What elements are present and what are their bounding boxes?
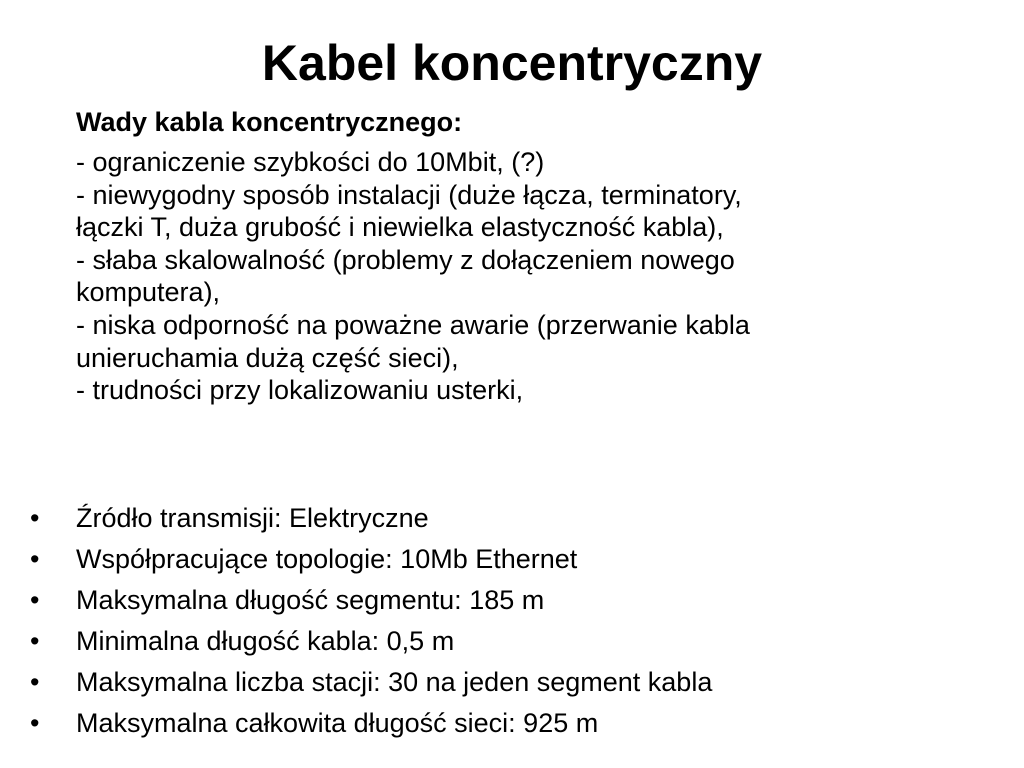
- list-item: [30, 539, 990, 580]
- fact-text: Maksymalna długość segmentu: 185 m: [76, 585, 545, 615]
- bullet-icon: •: [30, 503, 40, 533]
- drawback-line: - trudności przy lokalizowaniu usterki,: [76, 375, 524, 406]
- fact-text: Minimalna długość kabla: 0,5 m: [76, 626, 455, 656]
- bullet-icon: •: [30, 708, 40, 738]
- drawback-line: - ograniczenie szybkości do 10Mbit, (?): [76, 147, 545, 177]
- fact-text: Maksymalna liczba stacji: 30 na jeden segment kabla: [76, 667, 713, 697]
- drawback-line: unieruchamia dużą część sieci),: [76, 342, 459, 373]
- fact-text: Współpracujące topologie: 10Mb Ethernet: [76, 544, 578, 574]
- list-item: [30, 662, 990, 703]
- drawbacks-text: [76, 146, 976, 407]
- fact-text: Źródło transmisji: Elektryczne: [76, 503, 429, 533]
- list-item: [30, 498, 990, 539]
- slide-title: Kabel koncentryczny: [261, 35, 763, 91]
- facts-list: [30, 498, 990, 744]
- drawback-line: - niewygodny sposób instalacji (duże łącza, terminatory,: [76, 179, 742, 210]
- drawback-line: - niska odporność na poważne awarie (przerwanie kabla: [76, 309, 750, 340]
- bullet-icon: •: [30, 544, 40, 574]
- bullet-icon: •: [30, 667, 40, 697]
- bullet-icon: •: [30, 585, 40, 615]
- bullet-icon: •: [30, 626, 40, 656]
- list-item: [30, 703, 990, 744]
- list-item: [30, 580, 990, 621]
- drawback-line: - słaba skalowalność (problemy z dołączeniem nowego: [76, 244, 735, 275]
- drawbacks-heading: Wady kabla koncentrycznego:: [76, 107, 463, 137]
- fact-text: Maksymalna całkowita długość sieci: 925 m: [76, 708, 599, 738]
- drawback-line: komputera),: [76, 277, 221, 308]
- drawback-line: łączki T, duża grubość i niewielka elastyczność kabla),: [76, 212, 724, 243]
- list-item: [30, 621, 990, 662]
